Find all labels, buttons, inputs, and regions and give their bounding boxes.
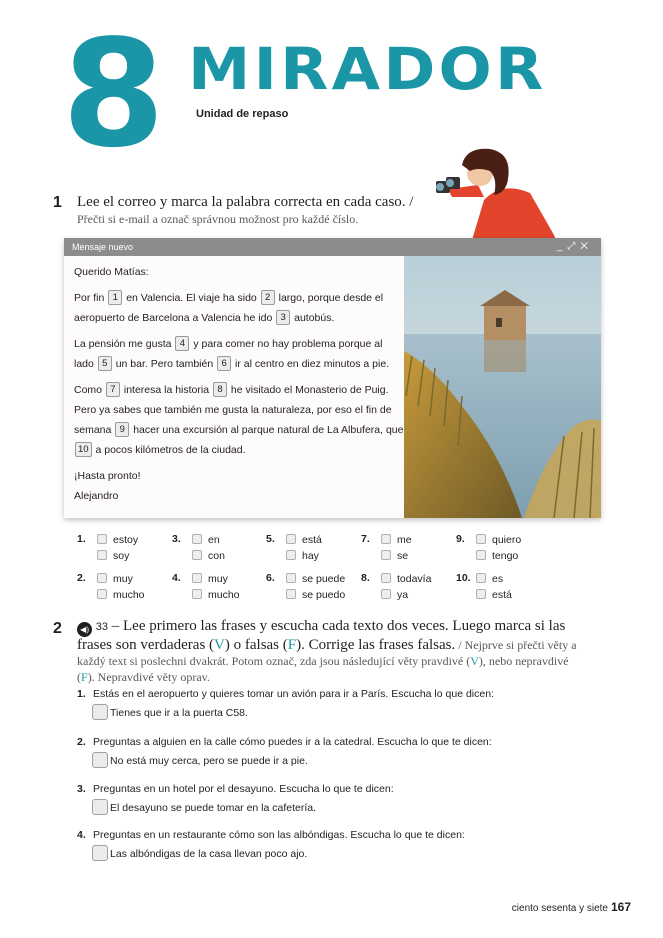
option-checkbox[interactable] [97, 550, 107, 560]
option-checkbox[interactable] [192, 534, 202, 544]
option-label: quiero [492, 534, 522, 546]
option-checkbox[interactable] [286, 573, 296, 583]
option-label: me [397, 534, 412, 546]
email-paragraph-3 [74, 380, 404, 460]
option-checkbox[interactable] [97, 573, 107, 583]
item-situation: Preguntas en un restaurante cómo son las albóndigas. Escucha lo que te dicen: [93, 829, 465, 841]
option-checkbox[interactable] [286, 589, 296, 599]
maximize-icon[interactable]: ⤢ [567, 241, 581, 252]
item-number: 1. [77, 688, 86, 700]
page-number-words: ciento sesenta y siete [511, 903, 608, 914]
email-title-bar [64, 238, 601, 256]
option-label: todavía [397, 573, 432, 585]
option-number: 3. [172, 533, 181, 545]
option-checkbox[interactable] [381, 534, 391, 544]
true-label-cz: V [470, 654, 479, 668]
gap-box-10: 10 [75, 442, 92, 457]
option-checkbox[interactable] [97, 589, 107, 599]
gap-box-6: 6 [217, 356, 231, 371]
unit-title: MIRADOR [188, 35, 547, 103]
speaker-icon[interactable]: ◀) [77, 622, 92, 637]
item-statement: No está muy cerca, pero se puede ir a pie. [110, 755, 308, 767]
instruction-cz-part-2: ), nebo nepravdivé ( [77, 654, 569, 684]
statement-item-4 [77, 829, 465, 860]
item-number: 3. [77, 783, 86, 795]
gap-box-5: 5 [98, 356, 112, 371]
option-label: mucho [113, 589, 145, 601]
option-label: se [397, 550, 409, 562]
option-checkbox[interactable] [192, 589, 202, 599]
option-label: muy [208, 573, 228, 585]
option-number: 10. [456, 572, 471, 584]
option-number: 2. [77, 572, 86, 584]
option-checkbox[interactable] [286, 550, 296, 560]
gap-box-2: 2 [261, 290, 275, 305]
text: Como [74, 384, 103, 396]
minimize-icon[interactable]: _ [556, 241, 568, 252]
statement-item-1 [77, 688, 494, 719]
true-label: V [214, 637, 225, 653]
option-label: soy [113, 550, 130, 562]
option-label: hay [302, 550, 319, 562]
option-label: muy [113, 573, 133, 585]
option-label: se puedo [302, 589, 346, 601]
option-label: con [208, 550, 225, 562]
option-checkbox[interactable] [381, 589, 391, 599]
gap-box-1: 1 [108, 290, 122, 305]
option-label: está [302, 534, 322, 546]
option-label: ya [397, 589, 409, 601]
email-greeting: Querido Matías: [74, 266, 149, 278]
text: autobús. [294, 312, 335, 324]
item-statement: Las albóndigas de la casa llevan poco ajo. [110, 848, 308, 860]
instruction-dash: – [108, 618, 123, 634]
text: en Valencia. El viaje ha sido [126, 292, 257, 304]
option-checkbox[interactable] [192, 550, 202, 560]
exercise-2-number: 2 [53, 620, 62, 637]
exercise-2-instruction [77, 618, 587, 685]
instruction-es-part-2: ) o falsas ( [224, 637, 288, 653]
statement-item-2 [77, 736, 492, 767]
text: un bar. Pero también [115, 358, 214, 370]
text: ir al centro en diez minutos a pie. [235, 358, 390, 370]
option-number: 6. [266, 572, 275, 584]
text: hacer una excursión al parque natural de La Albufera, que [133, 424, 404, 436]
exercise-1-instruction-cz: Přečti si e-mail a označ správnou možnost pro každé číslo. [77, 212, 359, 226]
item-statement: Tienes que ir a la puerta C58. [110, 707, 248, 719]
email-body [74, 262, 404, 506]
option-number: 4. [172, 572, 181, 584]
true-false-checkbox[interactable] [92, 799, 108, 815]
gap-box-4: 4 [175, 336, 189, 351]
exercise-1-instruction-es: Lee el correo y marca la palabra correcta en cada caso. [77, 194, 406, 210]
item-situation: Preguntas en un hotel por el desayuno. Escucha lo que te dicen: [93, 783, 394, 795]
page-footer [512, 900, 631, 914]
option-label: en [208, 534, 220, 546]
text: y para comer no hay problema porque al lado [74, 338, 383, 370]
instruction-cz-part-3: ). Nepravdivé věty oprav. [87, 670, 210, 684]
option-label: tengo [492, 550, 519, 562]
instruction-es-part-1: Lee primero las frases y escucha cada texto dos veces. Luego marca si las frases son verdaderas ( [77, 618, 566, 653]
option-checkbox[interactable] [381, 573, 391, 583]
text: he visitado el Monasterio de Puig. Pero ya sabes que también me gusta la naturaleza, por eso el fin de semana [74, 384, 392, 436]
text: Por fin [74, 292, 105, 304]
exercise-1-separator: / [405, 194, 414, 210]
item-number: 4. [77, 829, 86, 841]
instruction-cz-part-1: / Nejprve si přečti věty a každý text si poslechni dvakrát. Potom označ, zda jsou následující věty pravdivé ( [77, 638, 577, 668]
signature: Alejandro [74, 490, 119, 502]
option-checkbox[interactable] [476, 550, 486, 560]
item-statement: El desayuno se puede tomar en la cafetería. [110, 802, 317, 814]
instruction-es-part-3: ). Corrige las frases falsas. [296, 637, 456, 653]
option-number: 1. [77, 533, 86, 545]
option-checkbox[interactable] [476, 573, 486, 583]
option-label: es [492, 573, 504, 585]
option-checkbox[interactable] [97, 534, 107, 544]
email-closing [74, 466, 404, 506]
option-number: 9. [456, 533, 465, 545]
text: interesa la historia [123, 384, 210, 396]
true-false-checkbox[interactable] [92, 845, 108, 861]
option-label: estoy [113, 534, 139, 546]
option-number: 7. [361, 533, 370, 545]
text: a pocos kilómetros de la ciudad. [95, 444, 246, 456]
option-number: 8. [361, 572, 370, 584]
option-checkbox[interactable] [381, 550, 391, 560]
option-label: se puede [302, 573, 346, 585]
window-controls [557, 238, 593, 256]
email-window-title: Mensaje nuevo [72, 242, 134, 252]
exercise-1-instruction [77, 194, 477, 228]
text: largo, porque desde el aeropuerto de Barcelona a Valencia he ido [74, 292, 384, 324]
statement-item-3 [77, 783, 394, 814]
exercise-1-number: 1 [53, 194, 62, 211]
option-checkbox[interactable] [286, 534, 296, 544]
true-false-checkbox[interactable] [92, 704, 108, 720]
albufera-photo [404, 256, 601, 518]
gap-box-9: 9 [115, 422, 129, 437]
item-situation: Estás en el aeropuerto y quieres tomar un avión para ir a París. Escucha lo que dicen: [93, 688, 494, 700]
gap-box-3: 3 [276, 310, 290, 325]
page-number: 167 [610, 900, 631, 914]
gap-box-8: 8 [213, 382, 227, 397]
true-false-checkbox[interactable] [92, 752, 108, 768]
option-number: 5. [266, 533, 275, 545]
item-situation: Preguntas a alguien en la calle cómo puedes ir a la catedral. Escucha lo que te dicen: [93, 736, 492, 748]
email-paragraph-1 [74, 288, 404, 328]
option-checkbox[interactable] [476, 534, 486, 544]
item-number: 2. [77, 736, 86, 748]
closing-text: ¡Hasta pronto! [74, 470, 141, 482]
close-icon[interactable]: ✕ [580, 241, 593, 252]
option-checkbox[interactable] [476, 589, 486, 599]
email-window [64, 238, 601, 518]
false-label: F [287, 637, 297, 653]
audio-track-number: 33 [95, 621, 108, 633]
gap-box-7: 7 [106, 382, 120, 397]
option-checkbox[interactable] [192, 573, 202, 583]
option-label: está [492, 589, 512, 601]
text: La pensión me gusta [74, 338, 172, 350]
false-label-cz: F [81, 670, 88, 684]
unit-subtitle: Unidad de repaso [196, 108, 289, 120]
option-label: mucho [208, 589, 240, 601]
unit-number: 8 [62, 8, 161, 180]
email-paragraph-2 [74, 334, 404, 374]
